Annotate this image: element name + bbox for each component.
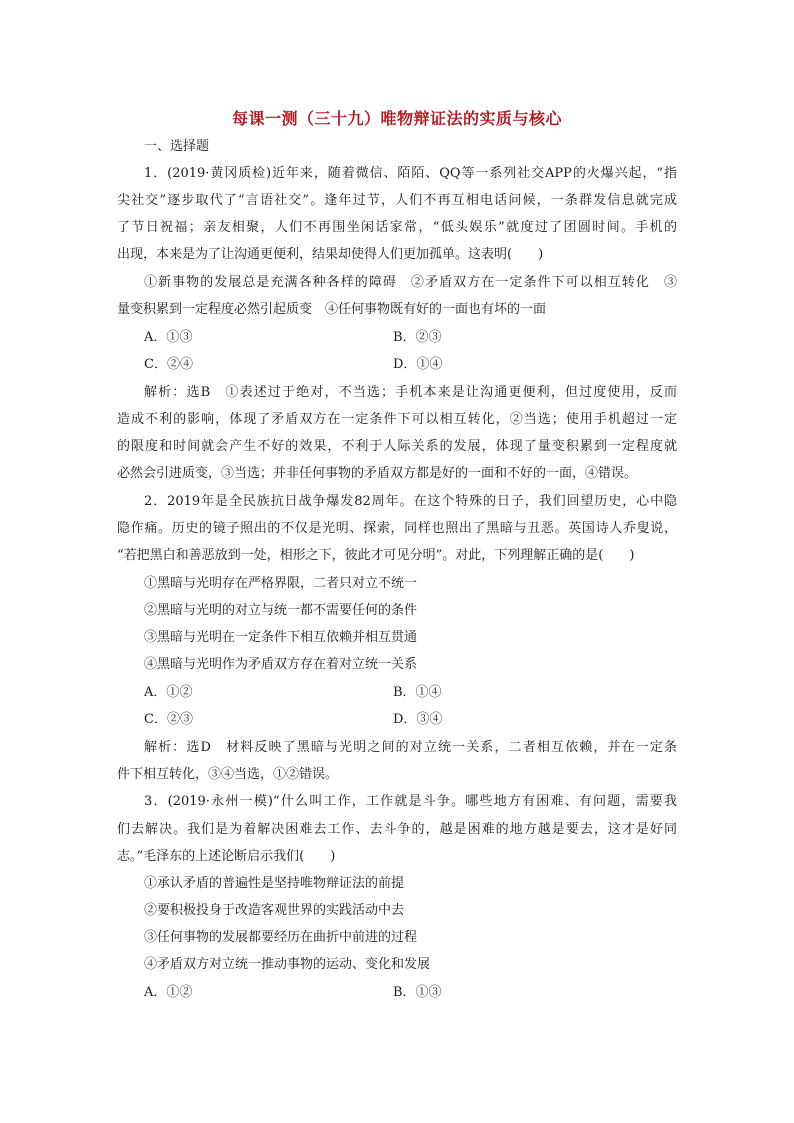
q2-option-b: B．①④ [393, 685, 442, 700]
q1-statement-line: 量变积累到一定程度必然引起质变 ④任何事物既有好的一面也有坏的一面 [117, 302, 547, 317]
q3-option-a: A．①② [144, 985, 193, 1000]
q3-stem-line: 志。”毛泽东的上述论断启示我们( ) [117, 849, 336, 864]
q3-statement-line: ②要积极投身于改造客观世界的实践活动中去 [144, 903, 405, 918]
q2-analysis-line: 解析：选D 材料反映了黑暗与光明之间的对立统一关系，二者相互依赖，并在一定条 [144, 740, 677, 755]
q1-option-d: D．①④ [393, 357, 443, 372]
q1-stem-line: 1．(2019·黄冈质检)近年来，随着微信、陌陌、QQ等一系列社交APP的火爆兴起，“指 [144, 166, 677, 181]
q2-analysis-line: 件下相互转化，③④当选，①②错误。 [117, 767, 339, 782]
q2-stem-line: “若把黑白和善恶放到一处，相形之下，彼此才可见分明”。对此，下列理解正确的是( ) [117, 548, 635, 563]
q2-option-d: D．③④ [393, 712, 443, 727]
q1-stem-line: 了节日祝福；亲友相聚，人们不再围坐闲话家常，“低头娱乐”就度过了团圆时间。手机的 [117, 220, 677, 235]
q3-stem-line: 3．(2019·永州一模)“什么叫工作，工作就是斗争。哪些地方有困难、有问题，需要我 [144, 794, 677, 809]
q3-option-b: B．①③ [393, 985, 442, 1000]
q2-statement-line: ②黑暗与光明的对立与统一都不需要任何的条件 [144, 603, 418, 618]
section-heading: 一、选择题 [144, 139, 210, 154]
q2-stem-line: 隐作痛。历史的镜子照出的不仅是光明、探索，同样也照出了黑暗与丑恶。英国诗人乔叟说， [117, 521, 677, 536]
q1-statement-line: ①新事物的发展总是充满各种各样的障碍 ②矛盾双方在一定条件下可以相互转化 ③ [144, 275, 677, 290]
q2-stem-line: 2．2019年是全民族抗日战争爆发82周年。在这个特殊的日子，我们回望历史，心中隐 [144, 494, 677, 509]
q1-option-b: B．②③ [393, 330, 442, 345]
q2-option-a: A．①② [144, 685, 193, 700]
q1-stem-line: 尖社交”逐步取代了“言语社交”。逢年过节，人们不再互相电话问候，一条群发信息就完成 [117, 193, 677, 208]
q3-stem-line: 们去解决。我们是为着解决困难去工作、去斗争的，越是困难的地方越是要去，这才是好同 [117, 822, 677, 837]
q1-analysis-line: 造成不利的影响，体现了矛盾双方在一定条件下可以相互转化，②当选；使用手机超过一定 [117, 412, 677, 427]
q2-statement-line: ③黑暗与光明在一定条件下相互依赖并相互贯通 [144, 630, 418, 645]
q3-statement-line: ④矛盾双方对立统一推动事物的运动、变化和发展 [144, 957, 431, 972]
q1-analysis-line: 的限度和时间就会产生不好的效果，不利于人际关系的发展，体现了量变积累到一定程度就 [117, 439, 677, 454]
q1-analysis-line: 必然会引进质变，③当选；并非任何事物的矛盾双方都是好的一面和不好的一面，④错误。 [117, 466, 638, 481]
q3-statement-line: ③任何事物的发展都要经历在曲折中前进的过程 [144, 930, 418, 945]
q1-stem-line: 出现，本来是为了让沟通更便利，结果却使得人们更加孤单。这表明( ) [117, 247, 544, 262]
page-title: 每课一测（三十九）唯物辩证法的实质与核心 [231, 109, 562, 128]
q1-option-c: C．②④ [144, 357, 193, 372]
q2-option-c: C．②③ [144, 712, 193, 727]
q1-option-a: A．①③ [144, 330, 193, 345]
q3-statement-line: ①承认矛盾的普遍性是坚持唯物辩证法的前提 [144, 876, 405, 891]
q2-statement-line: ①黑暗与光明存在严格界限，二者只对立不统一 [144, 576, 418, 591]
q1-analysis-line: 解析：选B ①表述过于绝对，不当选；手机本来是让沟通更便利，但过度使用，反而 [144, 385, 677, 400]
q2-statement-line: ④黑暗与光明作为矛盾双方存在着对立统一关系 [144, 657, 418, 672]
